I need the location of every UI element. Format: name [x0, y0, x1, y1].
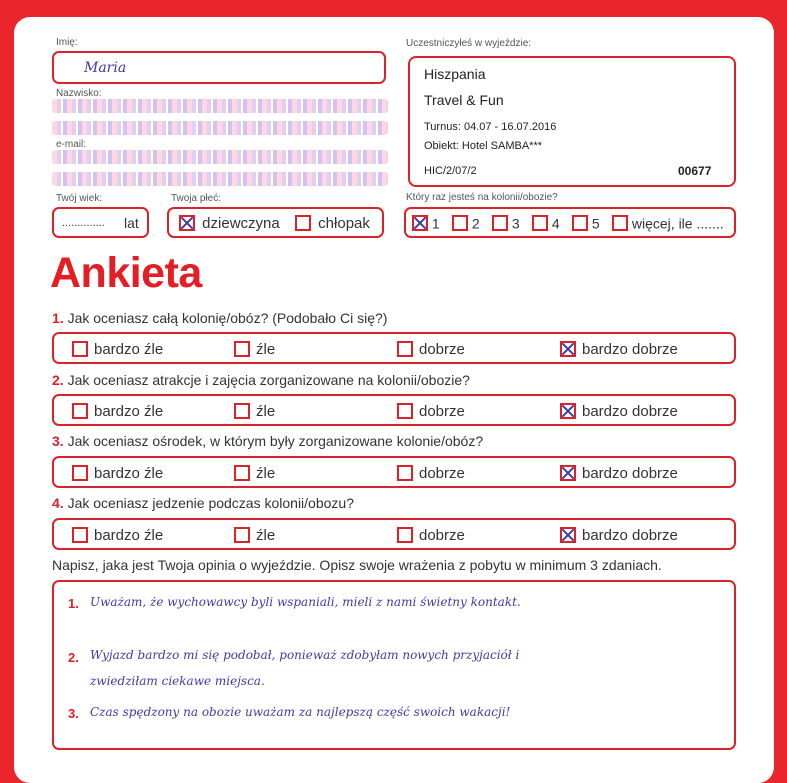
opinion-number: 1. [68, 596, 79, 611]
surname-redacted-line [52, 99, 388, 113]
rating-option-label: bardzo źle [94, 526, 164, 544]
rating-option-label: źle [256, 402, 276, 420]
name-value: Maria [84, 60, 127, 76]
times-label: Który raz jesteś na kolonii/obozie? [406, 192, 558, 203]
times-2-checkbox[interactable] [452, 215, 468, 231]
question-1 [52, 310, 387, 326]
name-label: Imię: [56, 37, 78, 48]
q1-bardzo-zle-checkbox[interactable] [72, 341, 88, 357]
gender-label: Twoja płeć: [171, 193, 222, 204]
trip-code: HIC/2/07/2 [424, 165, 477, 177]
email-label: e-mail: [56, 139, 87, 150]
question-4 [52, 495, 354, 511]
q4-bardzo-dobrze-checkbox[interactable] [560, 527, 576, 543]
object-value: Hotel SAMBA*** [461, 140, 543, 152]
q3-zle-checkbox[interactable] [234, 465, 250, 481]
question-text: Jak oceniasz całą kolonię/obóz? (Podobało Ci się?) [67, 310, 388, 326]
rating-option-label: dobrze [419, 402, 465, 420]
question-4-answers [52, 518, 736, 550]
times-option-label: 2 [471, 215, 480, 232]
question-number: 1. [52, 310, 64, 326]
rating-option-label: bardzo źle [94, 340, 164, 358]
times-option-label: 1 [431, 215, 440, 232]
rating-option-label: bardzo dobrze [582, 464, 678, 482]
question-text: Jak oceniasz ośrodek, w którym były zorganizowane kolonie/obóz? [67, 433, 484, 449]
question-number: 3. [52, 433, 64, 449]
question-3-answers [52, 456, 736, 488]
question-number: 2. [52, 372, 64, 388]
rating-option-label: bardzo źle [94, 402, 164, 420]
rating-option-label: dobrze [419, 464, 465, 482]
q1-zle-checkbox[interactable] [234, 341, 250, 357]
age-value: .............. [62, 217, 105, 229]
gender-option-label: dziewczyna [202, 214, 280, 232]
age-label: Twój wiek: [56, 193, 103, 204]
question-text: Jak oceniasz atrakcje i zajęcia zorganizowane na kolonii/obozie? [67, 372, 470, 388]
rating-option-label: bardzo dobrze [582, 526, 678, 544]
q4-zle-checkbox[interactable] [234, 527, 250, 543]
rating-option-label: bardzo dobrze [582, 402, 678, 420]
q3-bardzo-zle-checkbox[interactable] [72, 465, 88, 481]
q1-bardzo-dobrze-checkbox[interactable] [560, 341, 576, 357]
opinion-number: 3. [68, 706, 79, 721]
rating-option-label: bardzo dobrze [582, 340, 678, 358]
rating-option-label: źle [256, 464, 276, 482]
opinion-line: zwiedziłam ciekawe miejsca. [90, 674, 265, 688]
survey-title: Ankieta [50, 249, 202, 297]
rating-option-label: dobrze [419, 526, 465, 544]
question-3 [52, 433, 483, 449]
trip-program: Travel & Fun [424, 92, 504, 108]
rating-option-label: dobrze [419, 340, 465, 358]
q2-bardzo-zle-checkbox[interactable] [72, 403, 88, 419]
q2-dobrze-checkbox[interactable] [397, 403, 413, 419]
opinion-line: Uważam, że wychowawcy byli wspaniali, mieli z nami świetny kontakt. [90, 595, 521, 609]
times-4-checkbox[interactable] [532, 215, 548, 231]
times-option-label: 5 [591, 215, 600, 232]
rating-option-label: bardzo źle [94, 464, 164, 482]
opinion-number: 2. [68, 650, 79, 665]
age-field[interactable] [52, 207, 149, 238]
q2-bardzo-dobrze-checkbox[interactable] [560, 403, 576, 419]
question-1-answers [52, 332, 736, 364]
age-unit: lat [124, 215, 139, 231]
form-number: 00677 [678, 164, 712, 178]
gender-option-label: chłopak [318, 214, 370, 232]
times-option-label: 4 [551, 215, 560, 232]
opinion-textarea[interactable] [52, 580, 736, 750]
question-number: 4. [52, 495, 64, 511]
rating-option-label: źle [256, 526, 276, 544]
opinion-prompt: Napisz, jaka jest Twoja opinia o wyjeździe. Opisz swoje wrażenia z pobytu w minimum 3 zdaniach. [52, 557, 662, 573]
trip-info-box [408, 56, 736, 187]
q2-zle-checkbox[interactable] [234, 403, 250, 419]
email-redacted-line [52, 150, 388, 164]
gender-field [167, 207, 384, 238]
opinion-line: Czas spędzony na obozie uważam za najlepszą część swoich wakacji! [90, 705, 511, 719]
surname-redacted-line [52, 121, 388, 135]
times-option-label: 3 [511, 215, 520, 232]
gender-dziewczyna-checkbox[interactable] [179, 215, 195, 231]
object-label: Obiekt: [424, 140, 459, 152]
trip-label: Uczestniczyłeś w wyjeździe: [406, 38, 532, 49]
q3-dobrze-checkbox[interactable] [397, 465, 413, 481]
turnus-value: 04.07 - 16.07.2016 [463, 121, 557, 133]
q3-bardzo-dobrze-checkbox[interactable] [560, 465, 576, 481]
gender-chlopak-checkbox[interactable] [295, 215, 311, 231]
q4-bardzo-zle-checkbox[interactable] [72, 527, 88, 543]
surname-label: Nazwisko: [56, 88, 102, 99]
question-2 [52, 372, 470, 388]
question-text: Jak oceniasz jedzenie podczas kolonii/obozu? [67, 495, 354, 511]
question-2-answers [52, 394, 736, 426]
times-more-checkbox[interactable] [612, 215, 628, 231]
times-1-checkbox[interactable] [412, 215, 428, 231]
times-3-checkbox[interactable] [492, 215, 508, 231]
name-field[interactable] [52, 51, 386, 84]
opinion-line: Wyjazd bardzo mi się podobał, ponieważ zdobyłam nowych przyjaciół i [90, 648, 520, 662]
email-redacted-line [52, 172, 388, 186]
turnus-label: Turnus: [424, 121, 461, 133]
times-option-label: więcej, ile ....... [631, 215, 724, 232]
q1-dobrze-checkbox[interactable] [397, 341, 413, 357]
times-field [404, 207, 736, 238]
times-5-checkbox[interactable] [572, 215, 588, 231]
rating-option-label: źle [256, 340, 276, 358]
trip-name: Hiszpania [424, 66, 486, 82]
q4-dobrze-checkbox[interactable] [397, 527, 413, 543]
